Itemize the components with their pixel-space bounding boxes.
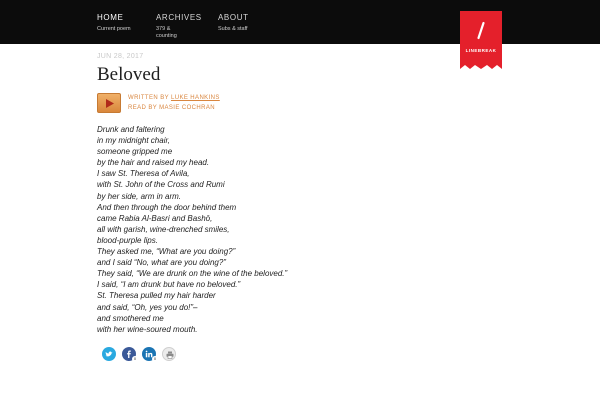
poem-line: And then through the door behind them [97, 202, 237, 212]
logo-ribbon-icon [460, 11, 502, 69]
nav-home-label: HOME [97, 13, 124, 22]
share-linkedin-button[interactable] [142, 347, 156, 361]
print-button[interactable] [162, 347, 176, 361]
poem-line: I saw St. Theresa of Avila, [97, 169, 190, 179]
play-icon [106, 99, 114, 108]
poem-line: with St. John of the Cross and Rumi [97, 180, 225, 190]
poem-line: came Rabia Al-Basri and Bashō, [97, 213, 213, 223]
nav-about-subtitle: Subs & staff [218, 26, 248, 32]
nav-about-label: ABOUT [218, 13, 249, 22]
poem-line: all with garish, wine-drenched smiles, [97, 224, 230, 234]
poem-body [97, 124, 357, 335]
poem-line: with her wine-soured mouth. [97, 324, 198, 334]
poem-line: and said, “Oh, yes you do!”– [97, 302, 198, 312]
nav-about[interactable] [218, 13, 252, 33]
poem-line: and I said “No, what are you doing?” [97, 258, 226, 268]
poem-line: St. Theresa pulled my hair harder [97, 291, 216, 301]
poem-line: by her side, arm in arm. [97, 191, 182, 201]
poem-line: by the hair and raised my head. [97, 158, 210, 168]
share-twitter-button[interactable] [102, 347, 116, 361]
post-title: Beloved [97, 64, 161, 85]
poem-line: They said, “We are drunk on the wine of the beloved.” [97, 269, 288, 279]
poem-line: in my midnight chair, [97, 136, 170, 146]
share-facebook-button[interactable] [122, 347, 136, 361]
facebook-share-count: 0 [133, 356, 137, 361]
nav-archives-label: ARCHIVES [156, 13, 202, 22]
poem-line: someone gripped me [97, 147, 173, 157]
poem-line: and smothered me [97, 313, 164, 323]
audio-play-button[interactable] [97, 93, 121, 113]
twitter-icon [105, 350, 113, 358]
nav-archives[interactable] [156, 13, 202, 40]
poem-line: blood-purple lips. [97, 235, 158, 245]
linebreak-logo[interactable] [460, 11, 502, 69]
print-icon [166, 351, 174, 359]
nav-home[interactable] [97, 13, 131, 33]
nav-archives-subtitle: 379 & counting [156, 26, 177, 39]
top-navigation-bar [0, 0, 600, 44]
linkedin-share-count: 0 [153, 356, 157, 361]
read-by-credit: READ BY MASIE COCHRAN [128, 105, 215, 111]
nav-home-subtitle: Current poem [97, 26, 131, 32]
author-link[interactable]: LUKE HANKINS [170, 95, 220, 101]
post-date: JUN 28, 2017 [97, 53, 144, 60]
poem-line: They asked me, “What are you doing?” [97, 247, 236, 257]
written-by-prefix: WRITTEN BY [128, 95, 169, 101]
poem-line: I said, “I am drunk but have no beloved.” [97, 280, 241, 290]
written-by-credit [128, 95, 220, 101]
logo-text: LINEBREAK [465, 48, 497, 53]
poem-line: Drunk and faltering [97, 125, 165, 134]
